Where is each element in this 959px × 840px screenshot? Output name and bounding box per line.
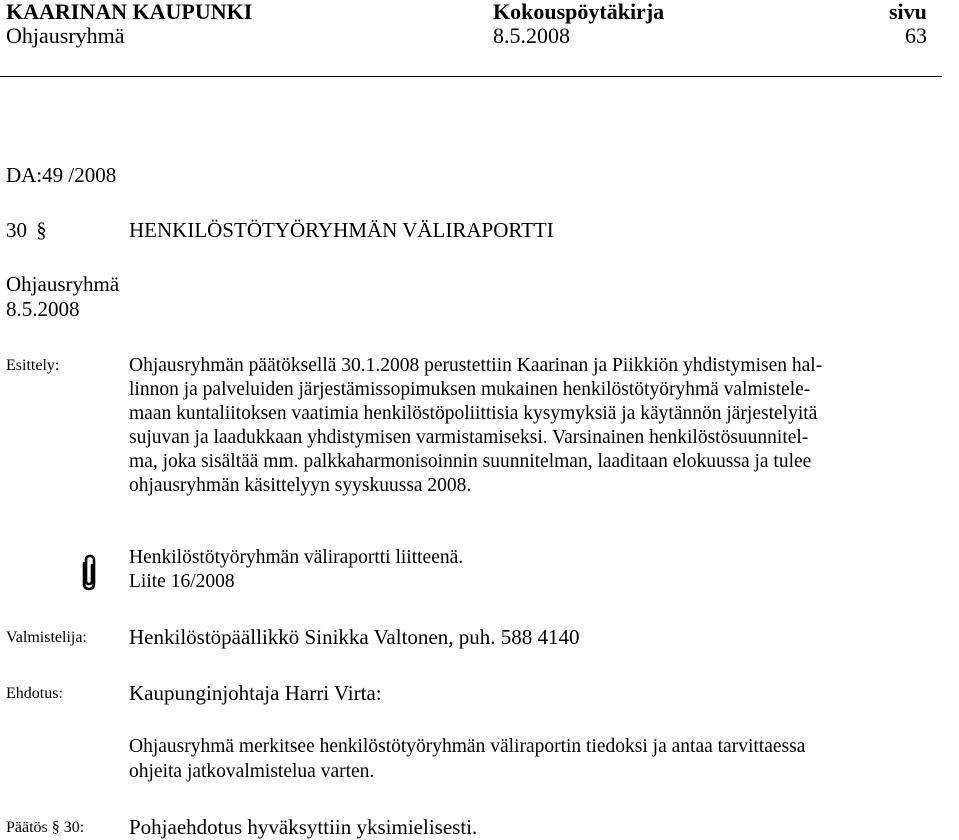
decision-label-suffix: 30: — [63, 819, 85, 836]
section-number-value: 30 — [6, 218, 27, 242]
header-doc-type: Kokouspöytäkirja — [493, 0, 665, 24]
presentation-line: ohjausryhmän käsittelyyn syyskuussa 2008. — [129, 475, 472, 496]
paperclip-icon — [78, 553, 98, 593]
header-divider — [0, 76, 942, 77]
presentation-line: sujuvan ja laadukkaan yhdistymisen varmistamiseksi. Varsinainen henkilöstösuunnitel- — [129, 427, 809, 448]
decision-label-prefix: Päätös — [6, 819, 48, 836]
proposal-label: Ehdotus: — [6, 685, 63, 702]
attachment-text: Henkilöstötyöryhmän väliraportti liitteenä. — [129, 547, 464, 568]
decision-value: Pohjaehdotus hyväksyttiin yksimielisesti. — [129, 815, 478, 839]
meeting-date: 8.5.2008 — [6, 297, 80, 321]
header-org: KAARINAN KAUPUNKI — [6, 0, 253, 24]
preparer-value: Henkilöstöpäällikkö Sinikka Valtonen, puh. 588 4140 — [129, 625, 580, 649]
presentation-line: maan kuntaliitoksen vaatimia henkilöstöpoliittisia kysymyksiä ja käytännön järjestelyitä — [129, 403, 818, 424]
attachment-ref: Liite 16/2008 — [129, 571, 235, 592]
section-symbol: § — [36, 218, 47, 242]
decision-section-symbol: § — [51, 819, 60, 836]
proposal-line: ohjeita jatkovalmistelua varten. — [129, 761, 375, 782]
meeting-body: Ohjausryhmä — [6, 272, 120, 296]
presentation-line: ma, joka sisältää mm. palkkaharmonisoinnin suunnitelman, laaditaan elokuussa ja tulee — [129, 451, 812, 472]
header-page-label: sivu — [889, 0, 927, 24]
proposal-line: Ohjausryhmä merkitsee henkilöstötyöryhmän väliraportin tiedoksi ja antaa tarvittaessa — [129, 736, 806, 757]
case-title: HENKILÖSTÖTYÖRYHMÄN VÄLIRAPORTTI — [129, 218, 554, 242]
presentation-line: linnon ja palveluiden järjestämissopimuksen mukainen henkilöstötyöryhmä valmistele- — [129, 379, 811, 400]
case-ref: DA:49 /2008 — [6, 163, 117, 187]
decision-label — [6, 818, 84, 838]
preparer-label: Valmistelija: — [6, 629, 87, 646]
header-body: Ohjausryhmä — [6, 23, 125, 48]
presentation-paragraph — [129, 354, 959, 498]
header-date: 8.5.2008 — [493, 23, 570, 48]
presentation-label: Esittely: — [6, 357, 60, 374]
section-number — [6, 218, 47, 242]
proposal-proposer: Kaupunginjohtaja Harri Virta: — [129, 681, 382, 705]
presentation-line: Ohjausryhmän päätöksellä 30.1.2008 perustettiin Kaarinan ja Piikkiön yhdistymisen hal- — [129, 355, 823, 376]
header-page-number: 63 — [905, 23, 927, 48]
